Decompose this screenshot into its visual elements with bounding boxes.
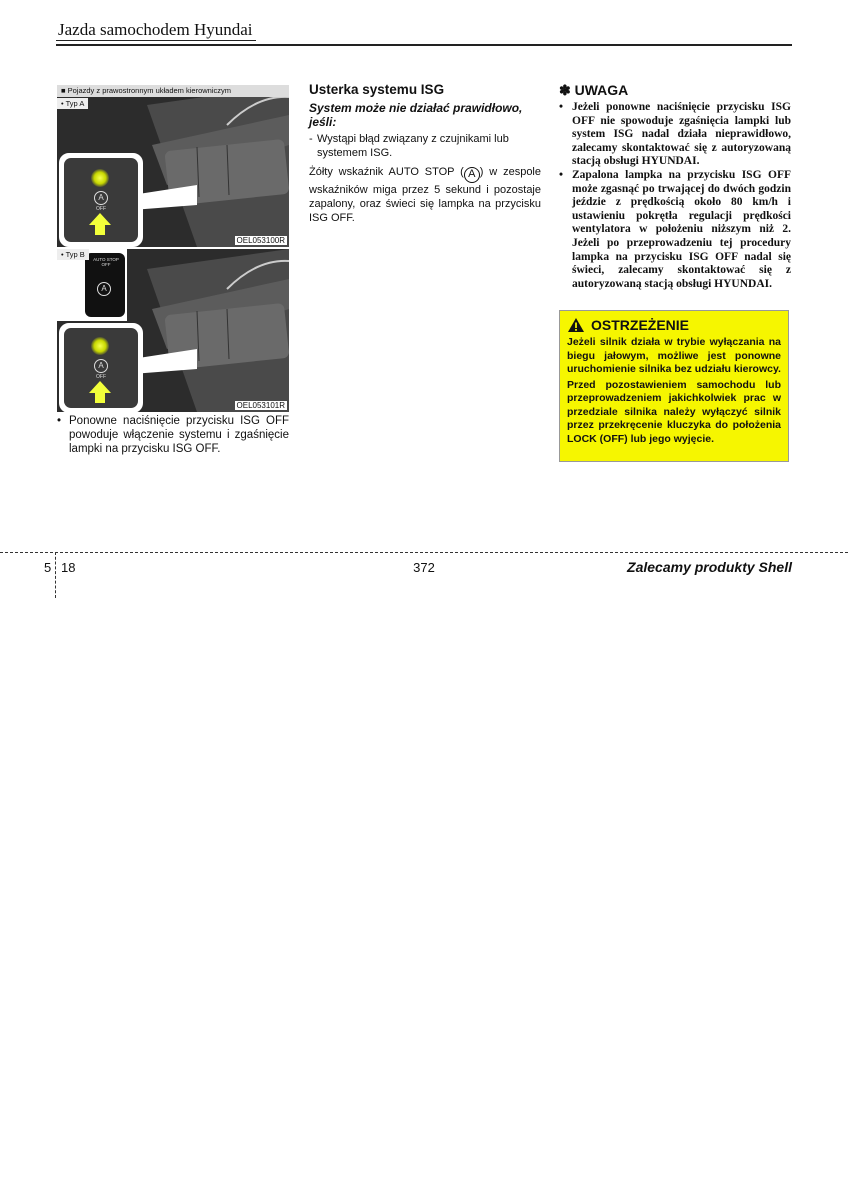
isg-button-inset-a (59, 153, 143, 247)
isg-off-label: OFF (96, 206, 106, 212)
warning-triangle-icon (567, 317, 585, 333)
footer-brand: Zalecamy produkty Shell (627, 559, 792, 575)
warning-box (559, 310, 789, 462)
note-item: • Zapalona lampka na przycisku ISG OFF może zgasnąć po trwającej do dwóch godzin jeździe z prędkością około 80 km/h i ustawieniu pokrętła regulacji prędkości wentylatora w położeniu niższym niż 2. Jeżeli po przeprowadzeniu tej procedury lampka na przycisku ISG OFF nadal się świeci, zalecamy skontaktować się z autoryzowaną stacją obsługi HYUNDAI. (559, 168, 791, 290)
page-header-title: Jazda samochodem Hyundai (58, 20, 253, 39)
press-arrow-icon (89, 213, 111, 225)
isg-a-icon: A (94, 191, 108, 205)
press-arrow-icon (89, 381, 111, 393)
header-rule-accent (56, 40, 256, 41)
autostop-a-icon: A (464, 167, 480, 183)
figure-type-b-label: • Typ B (57, 249, 89, 260)
indicator-light-icon (91, 337, 109, 355)
section-subheading: System może nie działać prawidłowo, jeśli: (309, 101, 523, 129)
condition-item: - Wystąpi błąd związany z czujnikami lub systemem ISG. (309, 133, 509, 159)
figure-type-a (57, 85, 289, 247)
note-item: • Jeżeli ponowne naciśnięcie przycisku ISG OFF nie spowoduje zgaśnięcia lampki lub system ISG nadal działa nieprawidłowo, zalecamy skontaktować się z autoryzowaną stacją obsługi HYUNDAI. (559, 101, 791, 168)
figure-code-b: OEL053101R (236, 401, 285, 410)
figure-code-a: OEL053100R (236, 236, 285, 245)
isg-a-icon: A (94, 359, 108, 373)
header-rule (56, 44, 792, 46)
warning-text: Jeżeli silnik działa w trybie wyłączania na biegu jałowym, możliwe jest ponowne uruchomienie silnika bez udziału kierowcy. Przed pozostawieniem samochodu lub przeprowadzeniem jakichkolwiek prac w przedziale silnika należy wyłączyć silnik przez przekręcenie kluczyka do położenia LOCK (OFF) lub jego wyjęcie. (567, 336, 781, 445)
left-bullet-paragraph (57, 414, 289, 456)
figure-type-b (57, 247, 289, 412)
left-bullet-text: Ponowne naciśnięcie przycisku ISG OFF powoduje włączenie systemu i zgaśnięcie lampki na przycisku ISG OFF. (69, 415, 289, 455)
isg-button-inset-b (59, 323, 143, 412)
figure-type-a-label: • Typ A (57, 98, 88, 109)
footer-page-number: 372 (413, 560, 435, 575)
isg-a-icon-b-top: A (97, 282, 111, 296)
autostop-label: AUTO STOP OFF (93, 257, 119, 267)
warning-title: OSTRZEŻENIE (591, 317, 690, 333)
indicator-light-icon (91, 169, 109, 187)
note-list (559, 101, 791, 291)
section-heading: Usterka systemu ISG (309, 82, 445, 97)
footer-divider (0, 552, 848, 553)
figure-caption: ■ Pojazdy z prawostronnym układem kierowniczym (57, 85, 289, 97)
bullet-mark: • (57, 415, 62, 427)
warning-title-row (567, 317, 781, 333)
autostop-paragraph: Żółty wskaźnik AUTO STOP ( A ) w zespole wskaźników miga przez 5 sekund i pozostaje zapalony, oraz świeci się lampka na przycisku ISG OFF. (309, 166, 541, 224)
isg-off-label: OFF (96, 374, 106, 380)
note-heading: ✽ UWAGA (559, 82, 629, 98)
footer-vertical-divider (55, 552, 56, 598)
